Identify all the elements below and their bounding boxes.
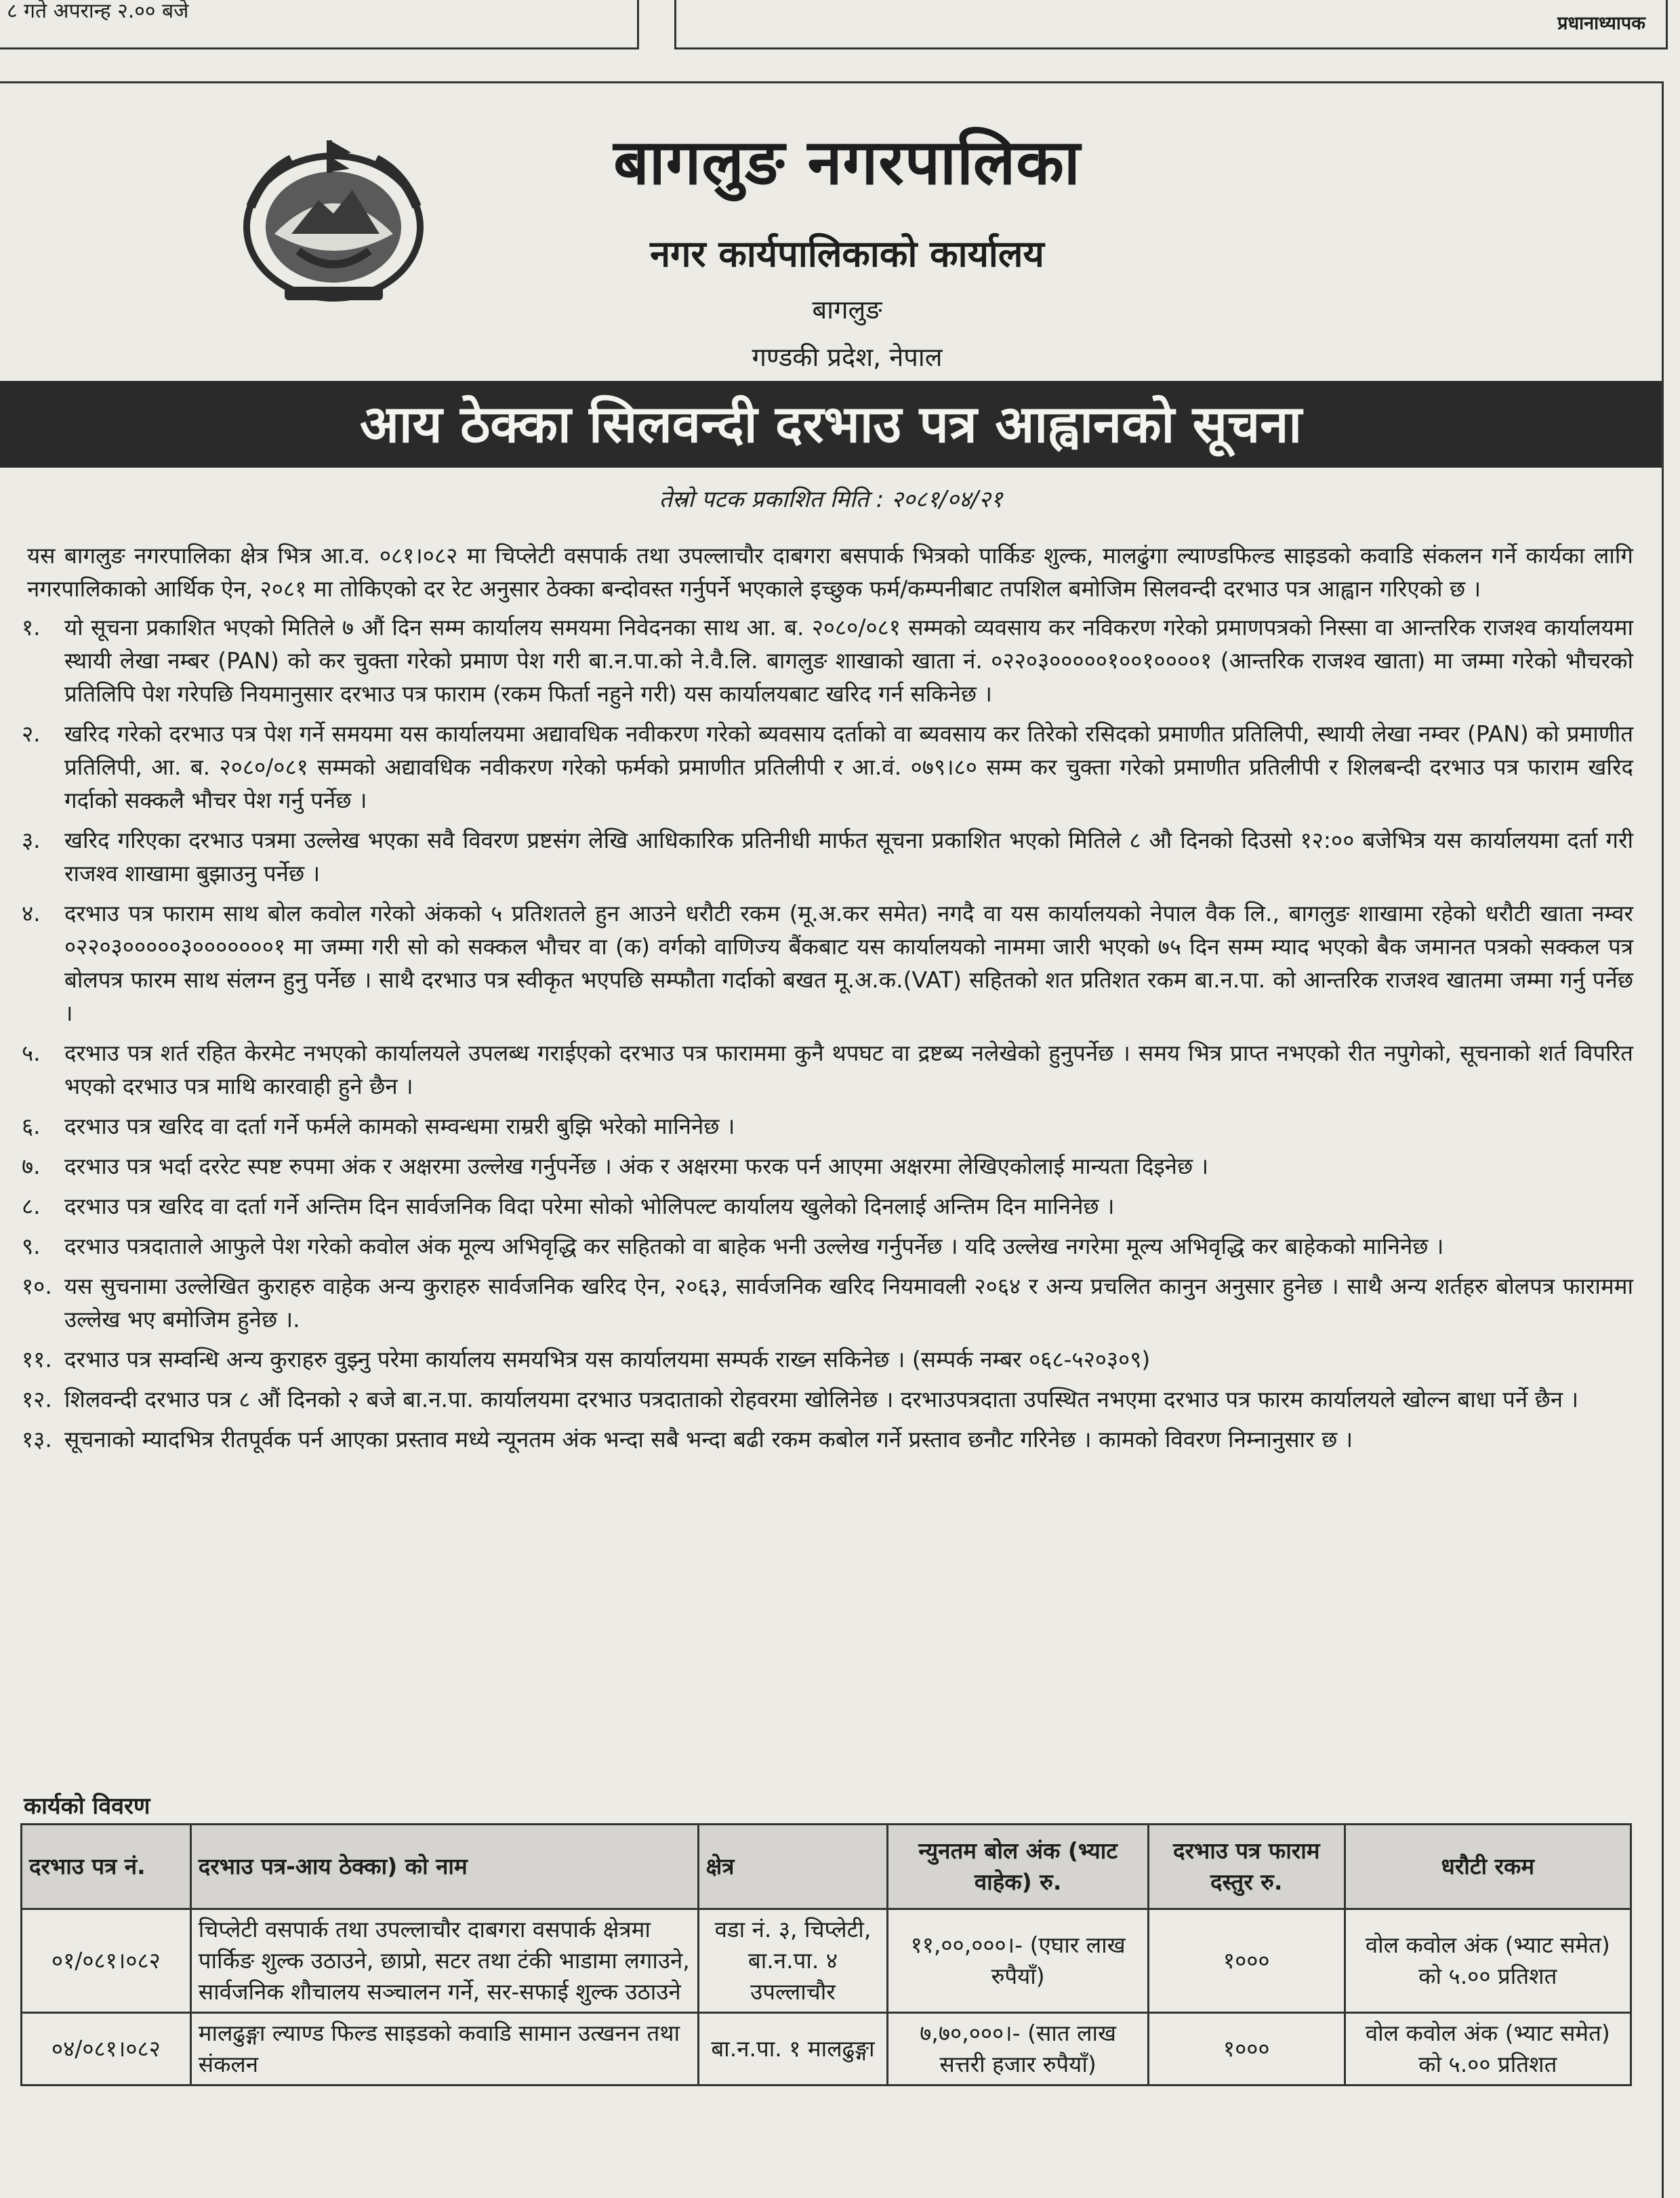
office-name: नगर कार्यपालिकाको कार्यालय — [650, 232, 1044, 275]
col-header-contract-name: दरभाउ पत्र-आय ठेक्का) को नाम — [190, 1825, 698, 1909]
list-item — [22, 1149, 1633, 1183]
col-header-min-bid: न्युनतम बोल अंक (भ्याट वाहेक) रु. — [888, 1825, 1149, 1909]
col-header-form-fee: दरभाउ पत्र फाराम दस्तुर रु. — [1148, 1825, 1345, 1909]
item-number: ६. — [22, 1113, 41, 1139]
previous-notice-text: ८ गते अपरान्ह २.०० बजे — [7, 0, 189, 23]
list-item — [22, 1229, 1633, 1263]
item-text: दरभाउ पत्र फाराम साथ बोल कवोल गरेको अंकको ५ प्रतिशतले हुन आउने धरौटी रकम (मू.अ.कर समेत) नगदै वा यस कार्यालयको नेपाल वैक लि., बागलुङ शाखामा रहेको धरौटी खाता नम्वर ०२२०३०००००३०००००००१ मा जम्मा गरी सो को सक्कल भौचर वा (क) वर्गको वाणिज्य बैंकबाट यस कार्यालयको नाममा जारी भएको ७५ दिन सम्म म्याद भएको बैक जमानत पत्रको सक्कल पत्र बोलपत्र फारम साथ संलग्न हुनु पर्नेछ । साथै दरभाउ पत्र स्वीकृत भएपछि सम्फौता गर्दाको बखत मू.अ.क.(VAT) सहितको शत प्रतिशत रकम बा.न.पा. को आन्तरिक राजश्व खातमा जम्मा गर्नु पर्नेछ । — [64, 900, 1633, 1026]
work-table — [20, 1823, 1632, 2086]
notice-intro: यस बागलुङ नगरपालिका क्षेत्र भित्र आ.व. ०८१।०८२ मा चिप्लेटी वसपार्क तथा उपल्लाचौर दाबगरा बसपार्क भित्रको पार्किङ शुल्क, मालढुंगा ल्याण्डफिल्ड साइडको कवाडि संकलन गर्ने कार्यका लागि नगरपालिकाको आर्थिक ऐन, २०८१ मा तोकिएको दर रेट अनुसार ठेक्का बन्दोवस्त गर्नुपर्ने भएकाले इच्छुक फर्म/कम्पनीबाट तपशिल बमोजिम सिलवन्दी दरभाउ पत्र आह्वान गरिएको छ । — [27, 542, 1633, 602]
office-province: गण्डकी प्रदेश, नेपाल — [752, 342, 943, 372]
publication-date: तेस्रो पटक प्रकाशित मिति : २०८१/०४/२१ — [659, 486, 1003, 513]
cell-deposit: वोल कवोल अंक (भ्याट समेत) को ५.०० प्रतिशत — [1345, 2013, 1631, 2085]
item-text: दरभाउ पत्रदाताले आफुले पेश गरेको कवोल अंक मूल्य अभिवृद्धि कर सहितको वा बाहेक भनी उल्लेख गर्नुपर्नेछ । यदि उल्लेख नगरेमा मूल्य अभिवृद्धि कर बाहेकको मानिनेछ । — [64, 1233, 1444, 1259]
item-number: ८. — [22, 1193, 41, 1219]
org-name: बागलुङ नगरपालिका — [613, 126, 1081, 199]
table-row — [22, 1909, 1631, 2013]
cell-min-bid: ७,७०,०००।- (सात लाख सत्तरी हजार रुपैयाँ) — [888, 2013, 1149, 2085]
item-number: ४. — [22, 900, 41, 927]
cell-min-bid: ११,००,०००।- (एघार लाख रुपैयाँ) — [888, 1909, 1149, 2013]
nepal-emblem-icon — [237, 132, 430, 305]
item-text: खरिद गरेको दरभाउ पत्र पेश गर्ने समयमा यस कार्यालयमा अद्यावधिक नवीकरण गरेको ब्यवसाय दर्ताको वा ब्यवसाय कर तिरेको रसिदको प्रमाणीत प्रतिलिपी, स्थायी लेखा नम्वर (PAN) को प्रमाणीत प्रतिलिपी, आ. ब. २०८०/०८१ सम्मको अद्यावधिक नवीकरण गरेको फर्मको प्रमाणीत प्रतिलीपी र आ.वं. ०७९।८० सम्म कर चुक्ता गरेको प्रमाणीत प्रतिलीपी र शिलबन्दी दरभाउ पत्र फाराम खरिद गर्दाको सक्कलै भौचर पेश गर्नु पर्नेछ । — [64, 720, 1633, 813]
adjacent-notice-text: प्रधानाध्यापक — [1557, 13, 1645, 34]
item-text: यस सुचनामा उल्लेखित कुराहरु वाहेक अन्य कुराहरु सार्वजनिक खरिद ऐन, २०६३, सार्वजनिक खरिद नियमावली २०६४ र अन्य प्रचलित कानुन अनुसार हुनेछ । साथै अन्य शर्तहरु बोलपत्र फाराममा उल्लेख भए बमोजिम हुनेछ ।. — [64, 1273, 1633, 1332]
cell-form-fee: १००० — [1148, 1909, 1345, 2013]
list-item — [22, 823, 1633, 890]
item-text: दरभाउ पत्र खरिद वा दर्ता गर्ने फर्मले कामको सम्वन्धमा राम्ररी बुझि भरेको मानिनेछ । — [64, 1113, 735, 1139]
item-number: ११. — [22, 1346, 52, 1372]
notice-title: आय ठेक्का सिलवन्दी दरभाउ पत्र आह्वानको सूचना — [359, 394, 1303, 454]
cell-area: बा.न.पा. १ मालढुङ्गा — [698, 2013, 888, 2085]
cell-contract-name: मालढुङ्गा ल्याण्ड फिल्ड साइडको कवाडि सामान उत्खनन तथा संकलन — [190, 2013, 698, 2085]
work-description-heading: कार्यको विवरण — [24, 1793, 150, 1820]
item-text: सूचनाको म्यादभित्र रीतपूर्वक पर्न आएका प्रस्ताव मध्ये न्यूनतम अंक भन्दा सबै भन्दा बढी रकम कबोल गर्ने प्रस्ताव छनौट गरिनेछ । कामको विवरण निम्नानुसार छ । — [64, 1426, 1353, 1452]
item-text: यो सूचना प्रकाशित भएको मितिले ७ औं दिन सम्म कार्यालय समयमा निवेदनका साथ आ. ब. २०८०/०८१ सम्मको व्यवसाय कर नविकरण गरेको प्रमाणपत्रको निस्सा वा आन्तरिक राजश्व कार्यालयमा स्थायी लेखा नम्बर (PAN) को कर चुक्ता गरेको प्रमाण पेश गरी बा.न.पा.को ने.वै.लि. बागलुङ शाखाको खाता नं. ०२२०३०००००१००१००००१ (आन्तरिक राजश्व खाता) मा जम्मा गरेको भौचरको प्रतिलिपि पेश गरेपछि नियमानुसार दरभाउ पत्र फाराम (रकम फिर्ता नहुने गरी) यस कार्यालयबाट खरिद गर्न सकिनेछ । — [64, 614, 1633, 707]
list-item — [22, 1383, 1633, 1416]
item-text: दरभाउ पत्र शर्त रहित केरमेट नभएको कार्यालयले उपलब्ध गराईएको दरभाउ पत्र फाराममा कुनै थपघट वा द्रष्टब्य नलेखेको हुनुपर्नेछ । समय भित्र प्राप्त नभएको रीत नपुगेको, सूचनाको शर्त विपरित भएको दरभाउ पत्र माथि कारवाही हुने छैन । — [64, 1040, 1633, 1099]
cell-form-fee: १००० — [1148, 2013, 1345, 2085]
item-text: खरिद गरिएका दरभाउ पत्रमा उल्लेख भएका सवै विवरण प्रष्टसंग लेखि आधिकारिक प्रतिनीधी मार्फत सूचना प्रकाशित भएको मितिले ८ औ दिनको दिउसो १२:०० बजेभित्र यस कार्यालयमा दर्ता गरी राजश्व शाखामा बुझाउनु पर्नेछ । — [64, 827, 1633, 887]
list-item — [22, 1269, 1633, 1336]
item-number: ७. — [22, 1153, 41, 1179]
list-item — [22, 1189, 1633, 1223]
table-header-row — [22, 1825, 1631, 1909]
notice-body — [22, 539, 1633, 1463]
list-item — [22, 1110, 1633, 1143]
list-item — [22, 1423, 1633, 1456]
cell-area: वडा नं. ३, चिप्लेटी, बा.न.पा. ४ उपल्लाचौर — [698, 1909, 888, 2013]
conditions-list — [22, 611, 1633, 1456]
previous-notice-fragment — [0, 0, 639, 49]
table-row — [22, 2013, 1631, 2085]
col-header-deposit: धरौटी रकम — [1345, 1825, 1631, 1909]
list-item — [22, 1036, 1633, 1103]
cell-bid-no: ०१/०८१।०८२ — [22, 1909, 191, 2013]
cell-bid-no: ०४/०८१।०८२ — [22, 2013, 191, 2085]
list-item — [22, 611, 1633, 710]
item-number: ५. — [22, 1040, 41, 1066]
office-place: बागलुङ — [812, 295, 882, 325]
item-number: १. — [22, 614, 41, 640]
notice-title-banner — [0, 381, 1662, 468]
item-number: १२. — [22, 1386, 52, 1412]
item-text: शिलवन्दी दरभाउ पत्र ८ औं दिनको २ बजे बा.न.पा. कार्यालयमा दरभाउ पत्रदाताको रोहवरमा खोलिनेछ । दरभाउपत्रदाता उपस्थित नभएमा दरभाउ पत्र फारम कार्यालयले खोल्न बाधा पर्ने छैन । — [64, 1386, 1579, 1412]
item-number: १३. — [22, 1426, 52, 1452]
item-text: दरभाउ पत्र भर्दा दररेट स्पष्ट रुपमा अंक र अक्षरमा उल्लेख गर्नुपर्नेछ । अंक र अक्षरमा फरक पर्न आएमा अक्षरमा लेखिएकोलाई मान्यता दिइनेछ । — [64, 1153, 1209, 1179]
list-item — [22, 717, 1633, 817]
item-number: २. — [22, 720, 41, 747]
item-number: ९. — [22, 1233, 41, 1259]
col-header-bid-no: दरभाउ पत्र नं. — [22, 1825, 191, 1909]
item-text: दरभाउ पत्र सम्वन्धि अन्य कुराहरु वुझ्नु परेमा कार्यालय समयभित्र यस कार्यालयमा सम्पर्क राख्न सकिनेछ । (सम्पर्क नम्बर ०६८-५२०३०९) — [64, 1346, 1151, 1372]
item-text: दरभाउ पत्र खरिद वा दर्ता गर्ने अन्तिम दिन सार्वजनिक विदा परेमा सोको भोलिपल्ट कार्यालय खुलेको दिनलाई अन्तिम दिन मानिनेछ । — [64, 1193, 1115, 1219]
list-item — [22, 1343, 1633, 1376]
cell-deposit: वोल कवोल अंक (भ्याट समेत) को ५.०० प्रतिशत — [1345, 1909, 1631, 2013]
item-number: १०. — [22, 1273, 52, 1299]
top-strip — [0, 0, 1680, 53]
col-header-area: क्षेत्र — [698, 1825, 888, 1909]
adjacent-notice-fragment — [674, 0, 1668, 49]
item-number: ३. — [22, 827, 41, 853]
cell-contract-name: चिप्लेटी वसपार्क तथा उपल्लाचौर दाबगरा वसपार्क क्षेत्रमा पार्किङ शुल्क उठाउने, छाप्रो, सटर तथा टंकी भाडामा लगाउने, सार्वजनिक शौचालय सञ्चालन गर्ने, सर-सफाई शुल्क उठाउने — [190, 1909, 698, 2013]
list-item — [22, 897, 1633, 1030]
